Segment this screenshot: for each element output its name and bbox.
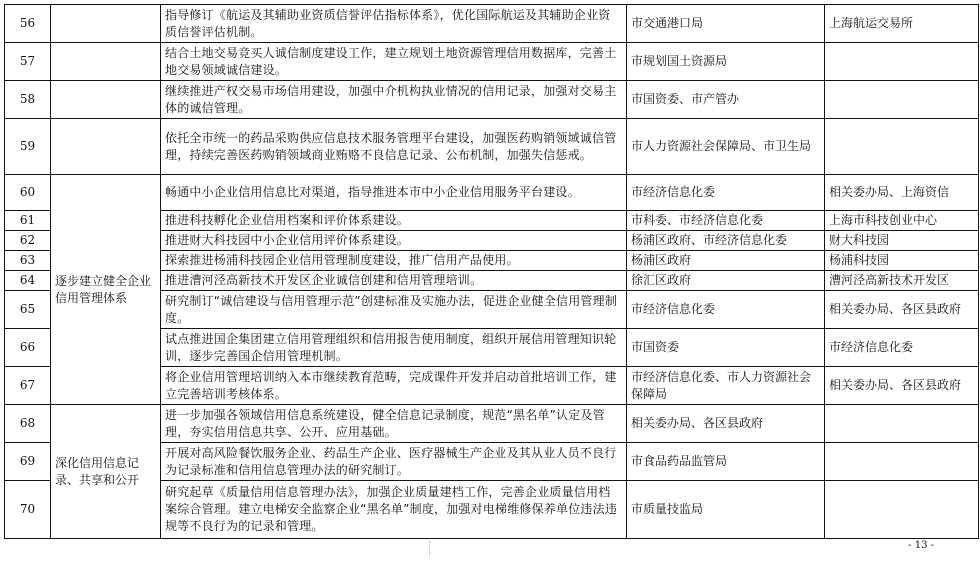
row-number: 66 [5,329,51,367]
cooperating-unit: 上海航运交易所 [825,5,979,43]
lead-department: 市科委、市经济信息化委 [627,211,825,231]
lead-department: 市食品药品监管局 [627,443,825,481]
lead-department: 市人力资源社会保障局、市卫生局 [627,119,825,175]
lead-department: 市交通港口局 [627,5,825,43]
task-text: 畅通中小企业信用信息比对渠道，指导推进本市中小企业信用服务平台建设。 [161,175,627,211]
task-text: 探索推进杨浦科技园企业信用管理制度建设，推广信用产品使用。 [161,251,627,271]
task-text: 继续推进产权交易市场信用建设，加强中介机构执业情况的信用记录，加强对交易主体的诚信管理。 [161,81,627,119]
scan-mark [429,541,431,557]
task-text: 进一步加强各领域信用信息系统建设，健全信息记录制度，规范“黑名单”认定及管理，夯实信用信息共享、公开、应用基础。 [161,405,627,443]
cooperating-unit: 相关委办局、各区县政府 [825,367,979,405]
cooperating-unit [825,81,979,119]
task-text: 研究制订“诚信建设与信用管理示范”创建标准及实施办法，促进企业健全信用管理制度。 [161,291,627,329]
task-text: 指导修订《航运及其辅助业资质信誉评估指标体系》，优化国际航运及其辅助企业资质信誉评估机制。 [161,5,627,43]
task-text: 将企业信用管理培训纳入本市继续教育范畴，完成课件开发并启动首批培训工作，建立完善培训考核体系。 [161,367,627,405]
row-number: 56 [5,5,51,43]
table-row [5,43,979,81]
category-cell: 深化信用信息记录、共享和公开 [51,405,161,539]
cooperating-unit [825,119,979,175]
cooperating-unit: 财大科技园 [825,231,979,251]
row-number: 68 [5,405,51,443]
row-number: 65 [5,291,51,329]
lead-department: 市经济信息化委、市人力资源社会保障局 [627,367,825,405]
task-text: 推进财大科技园中小企业信用评价体系建设。 [161,231,627,251]
row-number: 58 [5,81,51,119]
category-cell-empty [51,43,161,81]
cooperating-unit [825,481,979,539]
row-number: 57 [5,43,51,81]
category-cell-empty [51,5,161,43]
row-number: 61 [5,211,51,231]
category-cell: 逐步建立健全企业信用管理体系 [51,175,161,405]
table-row [5,405,979,443]
lead-department: 杨浦区政府 [627,251,825,271]
cooperating-unit: 相关委办局、上海资信 [825,175,979,211]
cooperating-unit [825,405,979,443]
task-text: 推进漕河泾高新技术开发区企业诚信创建和信用管理培训。 [161,271,627,291]
row-number: 60 [5,175,51,211]
task-text: 试点推进国企集团建立信用管理组织和信用报告使用制度，组织开展信用管理知识轮训，逐步完善国企信用管理机制。 [161,329,627,367]
task-text: 结合土地交易竞买人诚信制度建设工作，建立规划土地资源管理信用数据库，完善土地交易领域诚信建设。 [161,43,627,81]
row-number: 63 [5,251,51,271]
cooperating-unit [825,443,979,481]
lead-department: 市质量技监局 [627,481,825,539]
lead-department: 市国资委 [627,329,825,367]
task-text: 依托全市统一的药品采购供应信息技术服务管理平台建设，加强医药购销领域诚信管理，持续完善医药购销领域商业贿赂不良信息记录、公布机制，加强失信惩戒。 [161,119,627,175]
lead-department: 市规划国土资源局 [627,43,825,81]
cooperating-unit: 漕河泾高新技术开发区 [825,271,979,291]
row-number: 62 [5,231,51,251]
task-table [4,4,979,539]
category-cell-empty [51,119,161,175]
lead-department: 杨浦区政府、市经济信息化委 [627,231,825,251]
table-row [5,175,979,211]
cooperating-unit: 市经济信息化委 [825,329,979,367]
cooperating-unit [825,43,979,81]
lead-department: 市经济信息化委 [627,175,825,211]
lead-department: 市经济信息化委 [627,291,825,329]
row-number: 69 [5,443,51,481]
task-text: 推进科技孵化企业信用档案和评价体系建设。 [161,211,627,231]
task-text: 开展对高风险餐饮服务企业、药品生产企业、医疗器械生产企业及其从业人员不良行为记录标准和信用信息管理办法的研究制订。 [161,443,627,481]
row-number: 59 [5,119,51,175]
table-row [5,119,979,175]
table-row [5,5,979,43]
cooperating-unit: 相关委办局、各区县政府 [825,291,979,329]
page-number: - 13 - [908,540,934,551]
cooperating-unit: 上海市科技创业中心 [825,211,979,231]
row-number: 64 [5,271,51,291]
lead-department: 相关委办局、各区县政府 [627,405,825,443]
lead-department: 徐汇区政府 [627,271,825,291]
table-row [5,81,979,119]
task-text: 研究起草《质量信用信息管理办法》，加强企业质量建档工作，完善企业质量信用档案综合管理。建立电梯安全监察企业“黑名单”制度，加强对电梯维修保养单位违法违规等不良行为的记录和管理。 [161,481,627,539]
category-cell-empty [51,81,161,119]
row-number: 70 [5,481,51,539]
cooperating-unit: 杨浦科技园 [825,251,979,271]
row-number: 67 [5,367,51,405]
lead-department: 市国资委、市产管办 [627,81,825,119]
